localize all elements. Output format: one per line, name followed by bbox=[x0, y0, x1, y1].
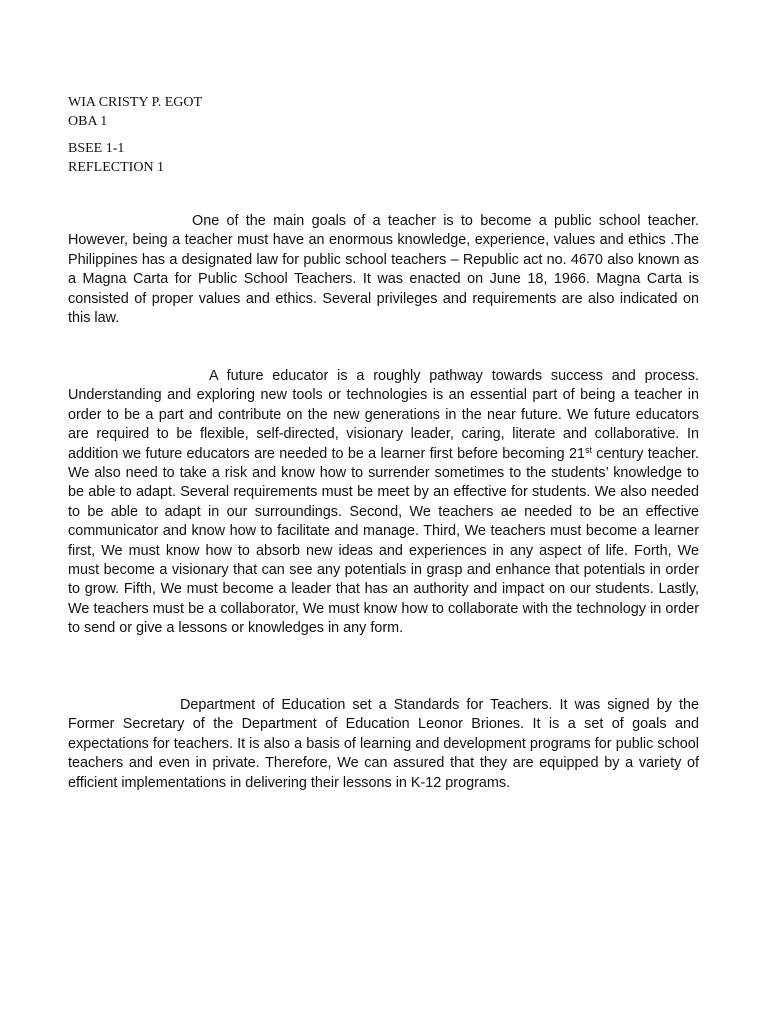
paragraph-3: Department of Education set a Standards for Teachers. It was signed by the Former Secretary of the Department of Education Leonor Briones. It is a set of goals and expectations for teachers. It is also a basis of learning and development programs for public school teachers and even in private. Therefore, We can assured that they are equipped by a variety of efficient implementations in delivering their lessons in K-12 programs. bbox=[68, 697, 699, 791]
header-spacer bbox=[68, 131, 202, 139]
paragraph-2 bbox=[68, 367, 699, 639]
paragraph-1: One of the main goals of a teacher is to become a public school teacher. However, being a teacher must have an enormous knowledge, experience, values and ethics .The Philippines has a designated law for public school teachers – Republic act no. 4670 also known as a Magna Carta for Public School Teachers. It was enacted on June 18, 1966. Magna Carta is consisted of proper values and ethics. Several privileges and requirements are also indicated on this law. bbox=[68, 213, 699, 327]
paragraph-2-part-b: century teacher. We also need to take a risk and know how to surrender sometimes to the students’ knowledge to be able to adapt. Several requirements must be meet by an effective for students. We also needed to be able to adapt in our surroundings. Second, We teachers ae needed to be an effective communicator and know how to facilitate and manage. Third, We teachers must become a learner first, We must know how to absorb new ideas and experiences in any aspect of life. Forth, We must become a visionary that can see any potentials in grasp and enhance that potentials in order to grow. Fifth, We must become a leader that has an authority and impact on our students. Lastly, We teachers must be a collaborator, We must know how to collaborate with the technology in order to send or give a lessons or knowledges in any form. bbox=[68, 445, 699, 637]
author-name: WIA CRISTY P. EGOT bbox=[68, 95, 203, 110]
class-code: OBA 1 bbox=[68, 114, 108, 129]
paragraph-2-part-a: A future educator is a roughly pathway towards success and process. Understanding and exploring new tools or technologies is an essential part of being a teacher in order to be a part and contribute on the new generations in the near future. We future educators are required to be flexible, self-directed, visionary leader, caring, literate and collaborative. In addition we future educators are needed to be a learner first before becoming 21 bbox=[68, 368, 699, 462]
superscript-st: st bbox=[584, 444, 592, 455]
document-header bbox=[68, 93, 202, 177]
document-title: REFLECTION 1 bbox=[68, 160, 165, 175]
section-code: BSEE 1-1 bbox=[68, 141, 125, 156]
